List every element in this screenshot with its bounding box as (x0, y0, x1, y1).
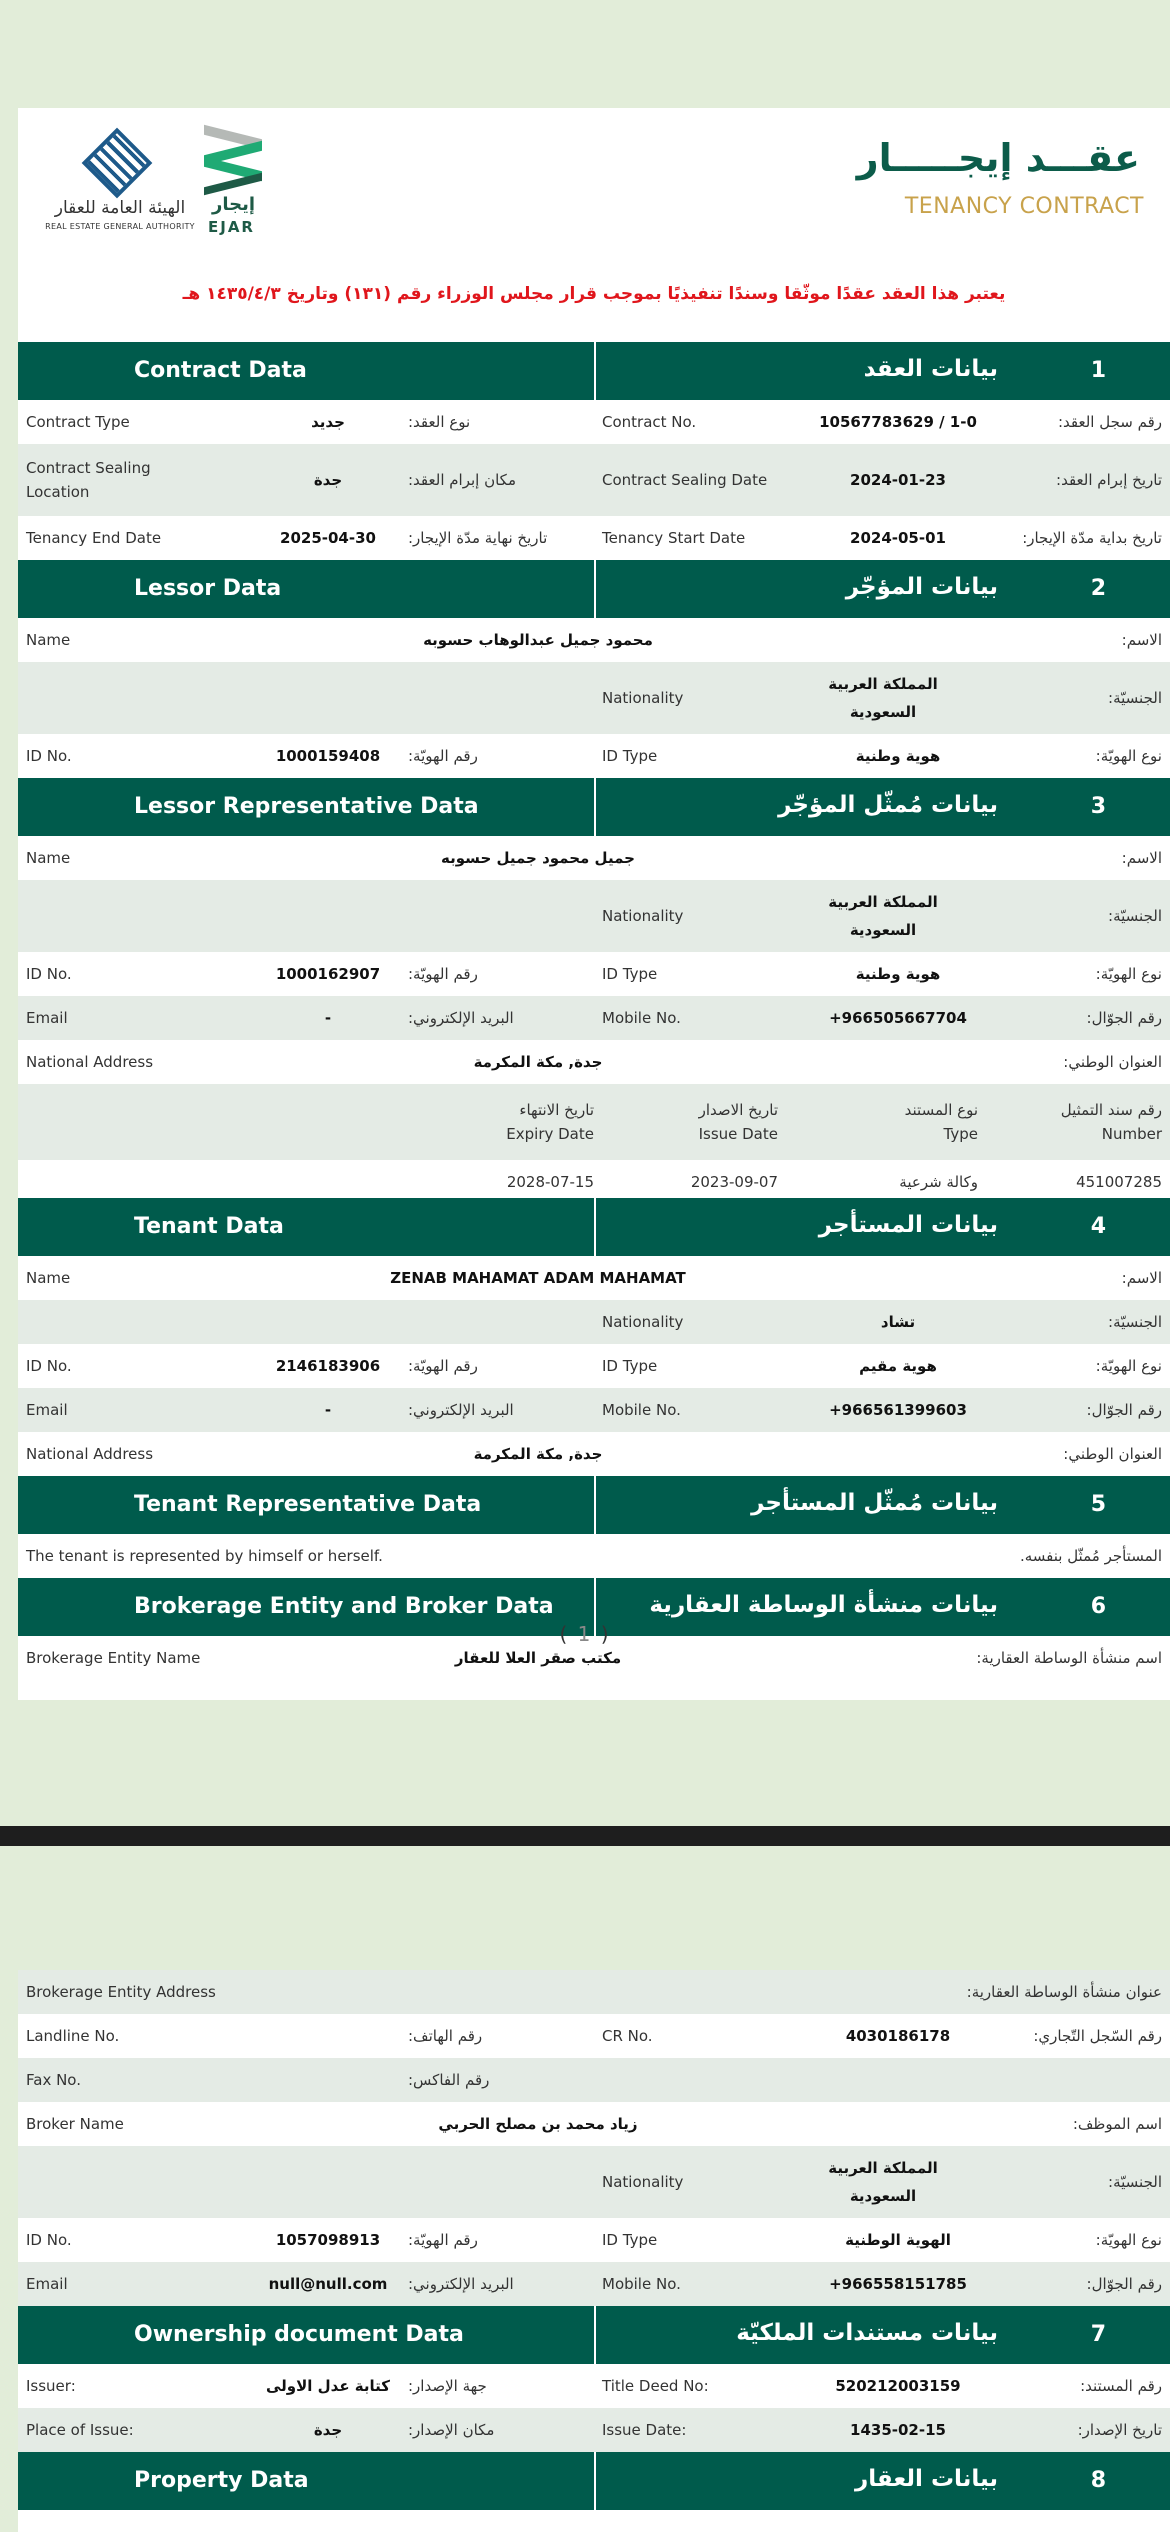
field-label-ar: رقم السّجل التّجاري: (1033, 2027, 1162, 2045)
doc-type-en: Type (943, 1125, 978, 1143)
field-label-ar: عنوان منشأة الوساطة العقارية: (966, 1983, 1162, 2001)
field-label-en: National Address (26, 1445, 154, 1463)
doc-issue-ar: تاريخ الاصدار (698, 1101, 778, 1119)
field-label-ar: رقم الهاتف: (408, 2027, 483, 2045)
field-label-ar: الاسم: (1121, 1269, 1162, 1287)
section-title-ar: بيانات المؤجّر (845, 574, 998, 600)
field-value: المملكة العربية السعودية (828, 675, 938, 721)
field-value: 1057098913 (275, 2231, 381, 2249)
field-value: +966561399603 (829, 1401, 967, 1419)
field-value: كتابة عدل الاولى (265, 2377, 391, 2395)
section-tenant-data (18, 1198, 1170, 1256)
doc-issue-header (618, 1098, 778, 1146)
field-value: - (324, 1401, 332, 1419)
section-title-ar: بيانات مُمثّل المستأجر (751, 1490, 998, 1516)
field-label-en: ID Type (602, 1357, 658, 1375)
tenant-rep-text-en: The tenant is represented by himself or herself. (26, 1547, 383, 1565)
page-number-open: ( (559, 1622, 570, 1646)
field-label-en: Email (26, 1401, 68, 1419)
field-label-ar: رقم الجوّال: (1086, 1401, 1162, 1419)
field-label-ar: الاسم: (1121, 631, 1162, 649)
section-lessor-representative (18, 778, 1170, 836)
rega-logo (40, 130, 200, 240)
field-label-en: Fax No. (26, 2071, 81, 2089)
section-ownership-document (18, 2306, 1170, 2364)
section-title-en: Tenant Data (134, 1214, 284, 1239)
table-row (18, 2262, 1170, 2306)
table-row (18, 400, 1170, 444)
field-label-ar: تاريخ الإصدار: (1077, 2421, 1162, 2439)
section-title-ar: بيانات منشأة الوساطة العقارية (649, 1592, 998, 1618)
doc-number-en: Number (1101, 1125, 1162, 1143)
ejar-name-en: EJAR (208, 218, 255, 236)
section-title-ar: بيانات مستندات الملكيّة (736, 2320, 998, 2346)
field-value: null@null.com (268, 2275, 388, 2293)
field-value: مكتب صقر العلا للعقار (454, 1649, 622, 1667)
field-value: جميل محمود جميل حسوبه (441, 849, 635, 867)
field-label-en: ID Type (602, 2231, 658, 2249)
field-label-ar: البريد الإلكتروني: (408, 1009, 514, 1027)
ejar-logo (198, 128, 268, 238)
section-title-en: Contract Data (134, 358, 307, 383)
ejar-name-ar: إيجار (212, 194, 256, 215)
field-value: هوية وطنية (855, 747, 941, 765)
field-label-ar: الجنسيّة: (1108, 689, 1162, 707)
section-lessor-data (18, 560, 1170, 618)
field-label-ar: نوع الهويّة: (1095, 747, 1162, 765)
rega-name-ar: الهيئة العامة للعقار (54, 198, 186, 218)
section-title-en: Tenant Representative Data (134, 1492, 482, 1517)
field-label-en: Broker Name (26, 2115, 124, 2133)
field-value: 520212003159 (835, 2377, 961, 2395)
field-label-ar: رقم الفاكس: (408, 2071, 490, 2089)
field-value: 1000162907 (275, 965, 381, 983)
field-value: 10567783629 / 1-0 (819, 413, 977, 431)
field-label-en: Title Deed No: (602, 2377, 709, 2395)
table-row (18, 2014, 1170, 2058)
table-row (18, 2058, 1170, 2102)
field-label-ar: البريد الإلكتروني: (408, 1401, 514, 1419)
field-label-en: ID No. (26, 2231, 72, 2249)
field-value: ZENAB MAHAMAT ADAM MAHAMAT (390, 1269, 686, 1287)
field-label-en: Name (26, 849, 71, 867)
table-row (18, 1256, 1170, 1300)
field-label-ar: تاريخ إبرام العقد: (1056, 471, 1162, 489)
doc-issue-value: 2023-09-07 (690, 1173, 778, 1191)
field-value: 2025-04-30 (280, 529, 376, 547)
field-label-ar: الجنسيّة: (1108, 907, 1162, 925)
field-label-ar: نوع الهويّة: (1095, 965, 1162, 983)
doc-type-header (818, 1098, 978, 1146)
field-label-ar: رقم المستند: (1080, 2377, 1162, 2395)
section-number: 1 (1090, 358, 1106, 383)
table-row (18, 444, 1170, 516)
table-row (18, 618, 1170, 662)
field-value: هوية مقيم (859, 1357, 937, 1375)
field-value: 2146183906 (275, 1357, 381, 1375)
field-label-ar: العنوان الوطني: (1063, 1053, 1162, 1071)
section-number: 5 (1090, 1492, 1106, 1517)
field-label-en: Nationality (602, 907, 684, 925)
field-label-ar: نوع الهويّة: (1095, 1357, 1162, 1375)
field-label-ar: رقم الهويّة: (408, 965, 478, 983)
page-number-close: ) (600, 1622, 611, 1646)
table-row (18, 2146, 1170, 2218)
field-label-en: Name (26, 1269, 71, 1287)
field-label-ar: مكان الإصدار: (408, 2421, 495, 2439)
table-row (18, 516, 1170, 560)
contract-page-1 (18, 108, 1170, 1700)
field-value: المملكة العربية السعودية (828, 2159, 938, 2205)
doc-expiry-value: 2028-07-15 (506, 1173, 594, 1191)
field-label-en: Email (26, 2275, 68, 2293)
table-row (18, 662, 1170, 734)
doc-expiry-en: Expiry Date (506, 1125, 594, 1143)
field-label-en: Nationality (602, 1313, 684, 1331)
table-row (18, 1388, 1170, 1432)
field-label-en: ID Type (602, 747, 658, 765)
doc-number-value: 451007285 (1076, 1173, 1162, 1191)
table-row (18, 1300, 1170, 1344)
table-row (18, 1344, 1170, 1388)
section-title-en: Ownership document Data (134, 2322, 464, 2347)
field-label-en: Issuer: (26, 2377, 76, 2395)
section-number: 8 (1090, 2468, 1106, 2493)
field-value: المملكة العربية السعودية (828, 893, 938, 939)
field-value: جدة (313, 471, 343, 489)
table-row (18, 2218, 1170, 2262)
table-row (18, 2102, 1170, 2146)
field-value: - (324, 1009, 332, 1027)
doc-type-ar: نوع المستند (904, 1101, 978, 1119)
table-row (18, 996, 1170, 1040)
document-header (18, 108, 1170, 258)
section-number: 2 (1090, 576, 1106, 601)
field-label-en: Nationality (602, 689, 684, 707)
field-label-en: CR No. (602, 2027, 653, 2045)
field-label-en: Contract Sealing Date (602, 471, 768, 489)
section-divider (594, 560, 596, 618)
section-tenant-representative (18, 1476, 1170, 1534)
field-label-ar: رقم الهويّة: (408, 2231, 478, 2249)
field-label-en: Place of Issue: (26, 2421, 134, 2439)
field-value: جديد (311, 413, 345, 431)
field-label-ar: اسم الموظف: (1072, 2115, 1162, 2133)
section-title-ar: بيانات المستأجر (818, 1212, 998, 1238)
page-number (0, 1622, 1170, 1646)
field-value: هوية وطنية (855, 965, 941, 983)
field-value: جدة, مكة المكرمة (473, 1445, 603, 1463)
section-divider (594, 1476, 596, 1534)
document-title-ar: عقـــد إيجـــــار (856, 136, 1140, 180)
field-label-en: Issue Date: (602, 2421, 687, 2439)
field-label-en: Mobile No. (602, 1401, 681, 1419)
field-value: جدة, مكة المكرمة (473, 1053, 603, 1071)
table-row (18, 880, 1170, 952)
field-label-en: Contract No. (602, 413, 697, 431)
field-value: زياد محمد بن مصلح الحربي (438, 2115, 638, 2133)
section-number: 6 (1090, 1594, 1106, 1619)
field-label-en: Tenancy End Date (26, 529, 162, 547)
legal-notice: يعتبر هذا العقد عقدًا موثّقا وسندًا تنفيذيًا بموجب قرار مجلس الوزراء رقم (١٣١) وتاريخ ١٤٣٥/٤/٣ هـ (182, 284, 1006, 304)
section-number: 3 (1090, 794, 1106, 819)
field-label-en: ID Type (602, 965, 658, 983)
table-row (18, 734, 1170, 778)
section-title-ar: بيانات العقد (863, 356, 998, 382)
table-row (18, 1970, 1170, 2014)
doc-expiry-header (408, 1098, 594, 1146)
field-label-en: Landline No. (26, 2027, 120, 2045)
rega-name-en: REAL ESTATE GENERAL AUTHORITY (45, 222, 195, 231)
section-divider (594, 2452, 596, 2510)
page-separator (0, 1826, 1170, 1846)
doc-issue-en: Issue Date (698, 1125, 778, 1143)
field-value: جدة (313, 2421, 343, 2439)
table-row (18, 1040, 1170, 1084)
field-label-ar: رقم الجوّال: (1086, 2275, 1162, 2293)
section-title-ar: بيانات مُمثّل المؤجّر (778, 792, 998, 818)
field-label-en: National Address (26, 1053, 154, 1071)
doc-type-value: وكالة شرعية (899, 1173, 978, 1191)
field-label-en: Email (26, 1009, 68, 1027)
field-label-en: Mobile No. (602, 2275, 681, 2293)
tenant-rep-text-ar: المستأجر مُمثّل بنفسه. (1019, 1547, 1162, 1565)
table-row (18, 2408, 1170, 2452)
section-property-data (18, 2452, 1170, 2510)
section-number: 7 (1090, 2322, 1106, 2347)
section-divider (594, 342, 596, 400)
field-label-en: Brokerage Entity Name (26, 1649, 201, 1667)
section-title-en: Lessor Representative Data (134, 794, 479, 819)
field-label-en: Brokerage Entity Address (26, 1983, 216, 2001)
field-label-ar: رقم الهويّة: (408, 747, 478, 765)
field-value: 4030186178 (845, 2027, 951, 2045)
field-value: 2024-05-01 (850, 529, 946, 547)
field-label-ar: البريد الإلكتروني: (408, 2275, 514, 2293)
field-value: تشاد (880, 1313, 916, 1331)
field-label-ar: رقم الهويّة: (408, 1357, 478, 1375)
field-value: 2024-01-23 (850, 471, 946, 489)
field-label-ar: تاريخ بداية مدّة الإيجار: (1022, 529, 1162, 547)
field-label-ar: نوع الهويّة: (1095, 2231, 1162, 2249)
table-row (18, 2364, 1170, 2408)
section-title-en: Property Data (134, 2468, 309, 2493)
field-label-en: ID No. (26, 1357, 72, 1375)
representation-doc-header (18, 1084, 1170, 1160)
field-label-ar: جهة الإصدار: (408, 2377, 487, 2395)
document-title-en: TENANCY CONTRACT (904, 194, 1144, 219)
field-label-ar: رقم سجل العقد: (1057, 413, 1162, 431)
field-label-en: Tenancy Start Date (602, 529, 746, 547)
section-divider (594, 2306, 596, 2364)
section-title-en: Brokerage Entity and Broker Data (134, 1594, 554, 1619)
field-label-ar: نوع العقد: (408, 413, 471, 431)
field-label-ar: اسم منشأة الوساطة العقارية: (976, 1649, 1162, 1667)
field-value: +966505667704 (829, 1009, 967, 1027)
field-label-en: Contract Type (26, 413, 130, 431)
field-label-ar: مكان إبرام العقد: (408, 471, 517, 489)
field-label-en: Contract Sealing Location (26, 459, 151, 501)
field-label-en: ID No. (26, 747, 72, 765)
section-divider (594, 1198, 596, 1256)
section-number: 4 (1090, 1214, 1106, 1239)
field-label-ar: الاسم: (1121, 849, 1162, 867)
contract-page-2 (18, 1970, 1170, 2532)
field-label-en: Mobile No. (602, 1009, 681, 1027)
table-row (18, 1432, 1170, 1476)
field-label-ar: تاريخ نهاية مدّة الإيجار: (408, 529, 548, 547)
doc-expiry-ar: تاريخ الانتهاء (519, 1101, 594, 1119)
field-label-ar: رقم الجوّال: (1086, 1009, 1162, 1027)
field-value: 1000159408 (275, 747, 381, 765)
field-label-ar: العنوان الوطني: (1063, 1445, 1162, 1463)
doc-number-ar: رقم سند التمثيل (1060, 1101, 1162, 1119)
section-divider (594, 778, 596, 836)
field-value: الهوية الوطنية (845, 2231, 951, 2249)
table-row (18, 1534, 1170, 1578)
field-value: +966558151785 (829, 2275, 967, 2293)
field-label-en: Name (26, 631, 71, 649)
section-title-en: Lessor Data (134, 576, 282, 601)
rega-diamond-icon (82, 128, 153, 199)
ejar-stripe-icon (204, 173, 262, 195)
table-row (18, 952, 1170, 996)
field-label-en: ID No. (26, 965, 72, 983)
section-contract-data (18, 342, 1170, 400)
field-value: محمود جميل عبدالوهاب حسوبه (423, 631, 653, 649)
page-number-value: 1 (577, 1622, 593, 1646)
field-value: 1435-02-15 (850, 2421, 946, 2439)
section-title-ar: بيانات العقار (855, 2466, 998, 2492)
doc-number-header (998, 1098, 1162, 1146)
table-row (18, 836, 1170, 880)
field-label-ar: الجنسيّة: (1108, 1313, 1162, 1331)
field-label-ar: الجنسيّة: (1108, 2173, 1162, 2191)
field-label-en: Nationality (602, 2173, 684, 2191)
